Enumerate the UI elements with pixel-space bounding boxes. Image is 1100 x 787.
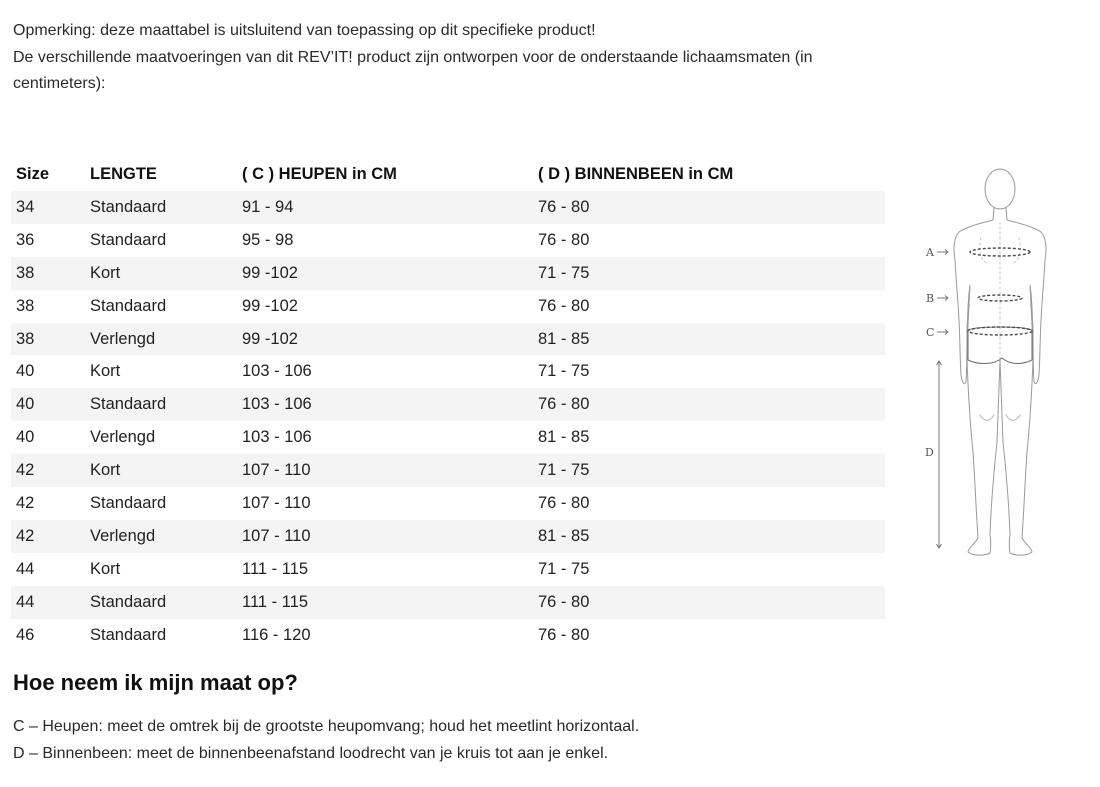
help-instructions	[13, 713, 639, 767]
cell-binnenbeen: 81 - 85	[533, 323, 885, 356]
size-table	[11, 158, 885, 651]
header-lengte: LENGTE	[90, 165, 157, 183]
figure-body-outline	[954, 220, 1046, 555]
table-row	[11, 487, 885, 520]
cell-lengte: Kort	[90, 362, 121, 381]
cell-binnenbeen: 76 - 80	[533, 388, 885, 421]
figure-knees	[980, 415, 1020, 420]
cell-heupen: 99 -102	[242, 296, 298, 315]
cell-heupen: 91 - 94	[237, 191, 533, 224]
cell-binnenbeen: 76 - 80	[533, 586, 885, 619]
figure-chest-lines	[980, 222, 1021, 360]
cell-heupen: 103 - 106	[237, 388, 533, 421]
cell-lengte: Standaard	[90, 296, 167, 315]
help-line-binnenbeen: D – Binnenbeen: meet de binnenbeenafstand loodrecht van je kruis tot aan je enkel.	[13, 745, 609, 762]
table-row	[11, 586, 885, 619]
cell-lengte: Standaard	[85, 388, 237, 421]
cell-binnenbeen: 71 - 75	[533, 257, 885, 290]
cell-binnenbeen: 76 - 80	[538, 493, 590, 512]
cell-lengte: Standaard	[90, 625, 167, 644]
cell-lengte: Standaard	[85, 586, 237, 619]
cell-size: 42	[11, 454, 85, 487]
table-row	[11, 323, 885, 356]
intro-description: De verschillende maatvoeringen van dit REV’IT! product zijn ontworpen voor de onderstaande lichaamsmaten (in centimeters):	[13, 48, 813, 92]
cell-size: 44	[11, 586, 85, 619]
cell-binnenbeen: 81 - 85	[538, 428, 590, 447]
cell-binnenbeen: 76 - 80	[533, 191, 885, 224]
figure-head	[985, 169, 1015, 209]
cell-binnenbeen: 81 - 85	[533, 520, 885, 553]
cell-heupen: 111 - 115	[237, 586, 533, 619]
cell-binnenbeen: 71 - 75	[538, 559, 590, 578]
cell-size: 38	[16, 296, 35, 315]
cell-binnenbeen: 71 - 75	[533, 454, 885, 487]
arrow-a	[937, 250, 948, 255]
cell-size: 44	[16, 559, 35, 578]
cell-size: 38	[11, 323, 85, 356]
label-a: A	[926, 246, 934, 259]
cell-size: 46	[16, 625, 35, 644]
cell-heupen: 107 - 110	[237, 520, 533, 553]
cell-size: 38	[11, 257, 85, 290]
cell-lengte: Verlengd	[85, 520, 237, 553]
cell-size: 36	[16, 230, 35, 249]
intro-note: Opmerking: deze maattabel is uitsluitend van toepassing op dit specifieke product!	[13, 22, 596, 39]
label-c: C	[926, 326, 935, 339]
cell-lengte: Kort	[85, 454, 237, 487]
cell-heupen: 103 - 106	[242, 362, 312, 381]
table-row	[11, 191, 885, 224]
table-row	[11, 619, 885, 652]
cell-size: 40	[11, 388, 85, 421]
cell-heupen: 116 - 120	[242, 625, 311, 644]
cell-binnenbeen: 76 - 80	[538, 230, 590, 249]
label-b: B	[926, 292, 935, 305]
table-row	[11, 224, 885, 257]
table-row	[11, 520, 885, 553]
table-row	[11, 290, 885, 323]
cell-lengte: Kort	[90, 559, 121, 578]
cell-lengte: Standaard	[90, 493, 167, 512]
arrow-c	[937, 330, 948, 335]
table-row	[11, 421, 885, 454]
cell-binnenbeen: 76 - 80	[538, 296, 590, 315]
help-title: Hoe neem ik mijn maat op?	[13, 670, 298, 695]
cell-heupen: 111 - 115	[242, 559, 309, 578]
cell-heupen: 99 -102	[237, 257, 533, 290]
cell-heupen: 103 - 106	[242, 428, 312, 447]
cell-heupen: 95 - 98	[242, 230, 294, 249]
table-body	[11, 191, 885, 651]
intro-text	[13, 18, 813, 98]
table-row	[11, 355, 885, 388]
cell-size: 42	[11, 520, 85, 553]
header-binnenbeen: ( D ) BINNENBEEN in CM	[538, 165, 734, 183]
measure-d-line	[937, 361, 942, 548]
table-header-row	[11, 158, 885, 191]
table-row	[11, 454, 885, 487]
cell-lengte: Kort	[85, 257, 237, 290]
cell-size: 34	[11, 191, 85, 224]
header-heupen: ( C ) HEUPEN in CM	[242, 165, 397, 183]
cell-size: 42	[16, 493, 35, 512]
cell-lengte: Verlengd	[90, 428, 156, 447]
body-measurement-figure	[918, 160, 1048, 565]
cell-heupen: 107 - 110	[242, 493, 311, 512]
table-row	[11, 388, 885, 421]
table-row	[11, 553, 885, 586]
cell-lengte: Standaard	[90, 230, 167, 249]
cell-lengte: Standaard	[85, 191, 237, 224]
table-row	[11, 257, 885, 290]
header-size: Size	[16, 165, 50, 183]
arrow-b	[937, 296, 948, 301]
cell-binnenbeen: 71 - 75	[538, 362, 590, 381]
label-d: D	[925, 446, 934, 459]
cell-size: 40	[16, 362, 35, 381]
cell-lengte: Verlengd	[85, 323, 237, 356]
cell-binnenbeen: 76 - 80	[538, 625, 590, 644]
cell-size: 40	[16, 428, 35, 447]
figure-neck	[993, 208, 1007, 220]
cell-heupen: 99 -102	[237, 323, 533, 356]
cell-heupen: 107 - 110	[237, 454, 533, 487]
help-line-heupen: C – Heupen: meet de omtrek bij de grootste heupomvang; houd het meetlint horizontaal.	[13, 718, 640, 735]
